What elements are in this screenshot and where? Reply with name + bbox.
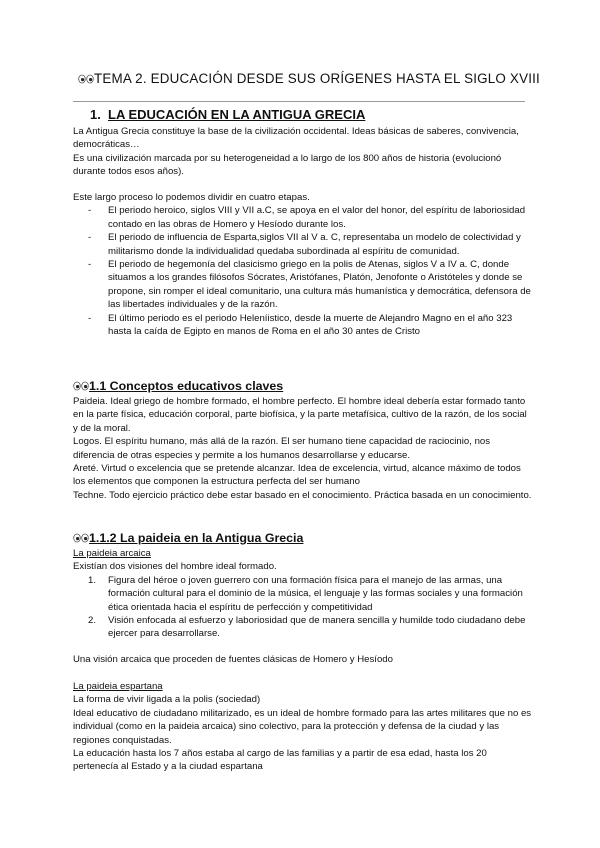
section-1-1-2-heading [73,530,533,546]
section-1-number: 1. [90,107,101,122]
arcaica-note-block [73,653,533,666]
concept-paragraph: Techne. Todo ejercicio práctico debe estar basado en el conocimiento. Práctica basada en un conocimiento. [73,489,532,501]
arcaica-list [73,574,533,641]
intro-paragraph: Es una civilización marcada por su heterogeneidad a lo largo de los 800 años de historia (evolucionó durante todos esos años). [73,152,502,178]
intro-block [73,125,533,179]
paideia-arcaica-block [73,547,533,641]
eyes-icon [78,74,94,84]
concept-paragraph: Logos. El espíritu humano, más allá de la razón. El ser humano tiene capacidad de raciocinio, nos diferencia de otras especies y permite a los humanos desarrollarse y educarse. [73,436,491,461]
section-1-title: LA EDUCACIÓN EN LA ANTIGUA GRECIA [108,107,366,122]
espartana-heading: La paideia espartana [73,681,163,692]
section-1-1-heading [73,378,533,394]
espartana-paragraph: Ideal educativo de ciudadano militarizado, es un ideal de hombre formado para las artes militares que no es individual (como en la paideia arcaica) sino colectivo, para la protección y defensa de la ciudad y las regiones conquistadas. [73,707,532,746]
arcaica-heading: La paideia arcaica [73,548,151,559]
section-1-heading [90,107,365,123]
espartana-paragraph: La forma de vivir ligada a la polis (sociedad) [73,694,261,706]
arcaica-note: Una visión arcaica que proceden de fuentes clásicas de Homero y Hesíodo [73,654,393,665]
section-1-1-2-title: 1.1.2 La paideia en la Antigua Grecia [89,531,304,545]
stage-item: - El periodo heroico, siglos VIII y VII a.C, se apoya en el valor del honor, del espíritu de laboriosidad contado en las obras de Homero y Hesíodo durante los. [88,205,526,230]
stages-list [73,204,533,338]
stage-item: - El periodo de influencia de Esparta,siglos VII al V a. C, representaba un modelo de colectividad y militarismo donde la individualidad quedaba subordinada al espíritu de comunidad. [88,232,521,257]
stages-intro: Este largo proceso lo podemos dividir en cuatro etapas. [73,192,310,203]
eyes-icon [73,381,89,391]
espartana-paragraph: La educación hasta los 7 años estaba al cargo de las familias y a partir de esa edad, hasta los 20 pertenecía al Estado y a la ciudad espartana [73,748,487,773]
concept-paragraph: Paideia. Ideal griego de hombre formado, el hombre perfecto. El hombre ideal debería estar formado tanto en la parte física, educación corporal, parte biofísica, y la parte metafísica, cultivo de la razón, de los social y de la moral. [73,396,527,434]
arcaica-item: 2. Visión enfocada al esfuerzo y laboriosidad que de manera sencilla y humilde todo ciudadano debe ejercer para desarrollarse. [88,615,526,640]
concept-paragraph: Areté. Virtud o excelencia que se pretende alcanzar. Idea de excelencia, virtud, alcance máximo de todos los elementos que componen la estructura perfecta del ser humano [73,463,521,488]
section-1-1-title: 1.1 Conceptos educativos claves [89,379,284,393]
arcaica-intro: Existían dos visiones del hombre ideal formado. [73,561,277,573]
intro-paragraph: La Antigua Grecia constituye la base de la civilización occidental. Ideas básicas de saberes, convivencia, democráticas… [73,126,519,151]
document-title [78,70,548,88]
arcaica-item: 1. Figura del héroe o joven guerrero con una formación física para el manejo de las armas, una formación cultural para el dominio de la música, el lenguaje y las formas sociales y una formación ética orientada hacia el espíritu de perfección y competitividad [88,574,523,613]
concepts-block [73,395,533,502]
stage-item: - El periodo de hegemonía del clasicismo griego en la polis de Atenas, siglos V a IV a. C, donde situamos a los grandes filósofos Sócrates, Aristófanes, Platón, Jenofonte o Aristóteles y donde se propone, sin romper el ideal comunitario, una cultura más humanística y democrática, defensora de las libertades individuales y de la razón. [88,259,531,311]
paideia-espartana-block [73,680,533,774]
document-title-text: TEMA 2. EDUCACIÓN DESDE SUS ORÍGENES HASTA EL SIGLO XVIII [94,71,540,86]
title-divider [73,101,525,102]
eyes-icon [73,533,89,543]
stage-item: - El último periodo es el periodo Heleníistico, desde la muerte de Alejandro Magno en el año 323 hasta la caída de Egipto en manos de Roma en el año 30 antes de Cristo [88,312,513,338]
stages-block [73,191,533,338]
